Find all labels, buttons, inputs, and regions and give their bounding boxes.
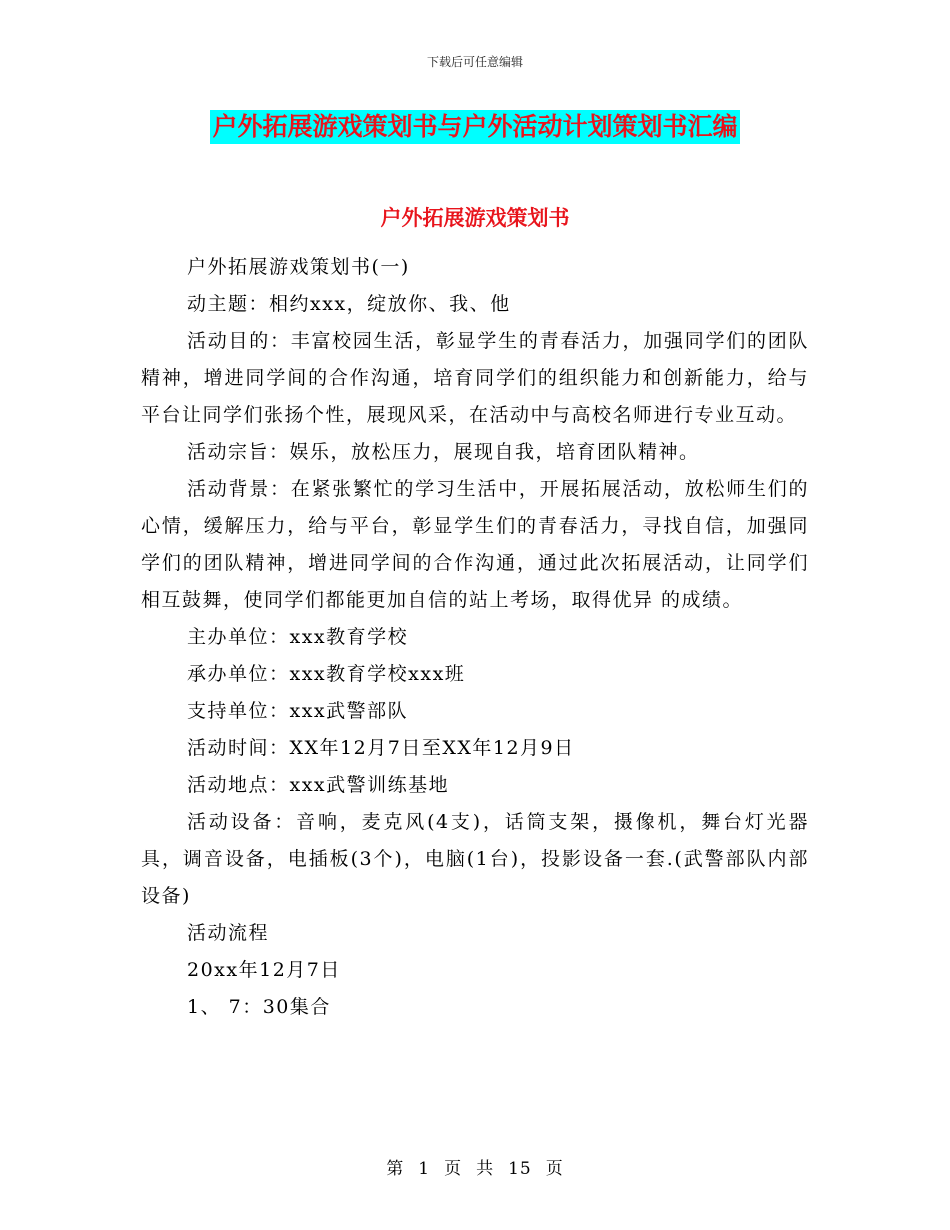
document-body [141,249,809,1026]
total-unit: 页 [545,1159,564,1179]
paragraph: 1、 7：30集合 [187,996,331,1018]
main-title-container [0,110,950,144]
paragraph: 支持单位：xxx武警部队 [187,700,409,722]
paragraph: 活动流程 [187,922,270,944]
page-label: 第 [386,1159,405,1179]
header-note: 下载后可任意编辑 [426,55,523,69]
paragraph: 活动宗旨：娱乐，放松压力，展现自我，培育团队精神。 [187,441,700,463]
page-footer [0,1154,950,1179]
paragraph: 20xx年12月7日 [187,959,341,981]
main-title: 户外拓展游戏策划书与户外活动计划策划书汇编 [210,110,739,144]
paragraph: 活动地点：xxx武警训练基地 [187,774,450,796]
paragraph: 活动背景：在紧张繁忙的学习生活中，开展拓展活动，放松师生们的心情，缓解压力，给与平台，彰显学生们的青春活力，寻找自信，加强同学们的团队精神，增进同学间的合作沟通，通过此次拓展活动，让同学们相互鼓舞，使同学们都能更加自信的站上考场，取得优异 的成绩。 [141,478,809,611]
total-pages: 15 [508,1159,532,1179]
paragraph: 活动时间：XX年12月7日至XX年12月9日 [187,737,575,759]
paragraph: 户外拓展游戏策划书(一) [187,256,410,278]
page-unit: 页 [444,1159,463,1179]
total-label: 共 [476,1159,495,1179]
paragraph: 动主题：相约xxx，绽放你、我、他 [187,293,511,315]
paragraph: 承办单位：xxx教育学校xxx班 [187,663,466,685]
paragraph: 活动目的：丰富校园生活，彰显学生的青春活力，加强同学们的团队精神，增进同学间的合作沟通，培育同学们的组织能力和创新能力，给与平台让同学们张扬个性，展现风采，在活动中与高校名师进行专业互动。 [141,330,809,426]
paragraph: 活动设备：音响，麦克风(4支)，话筒支架，摄像机，舞台灯光器具，调音设备，电插板(3个)，电脑(1台)，投影设备一套.(武警部队内部设备) [141,811,809,907]
page-number: 1 [418,1159,431,1179]
section-title: 户外拓展游戏策划书 [380,206,570,230]
paragraph: 主办单位：xxx教育学校 [187,626,409,648]
